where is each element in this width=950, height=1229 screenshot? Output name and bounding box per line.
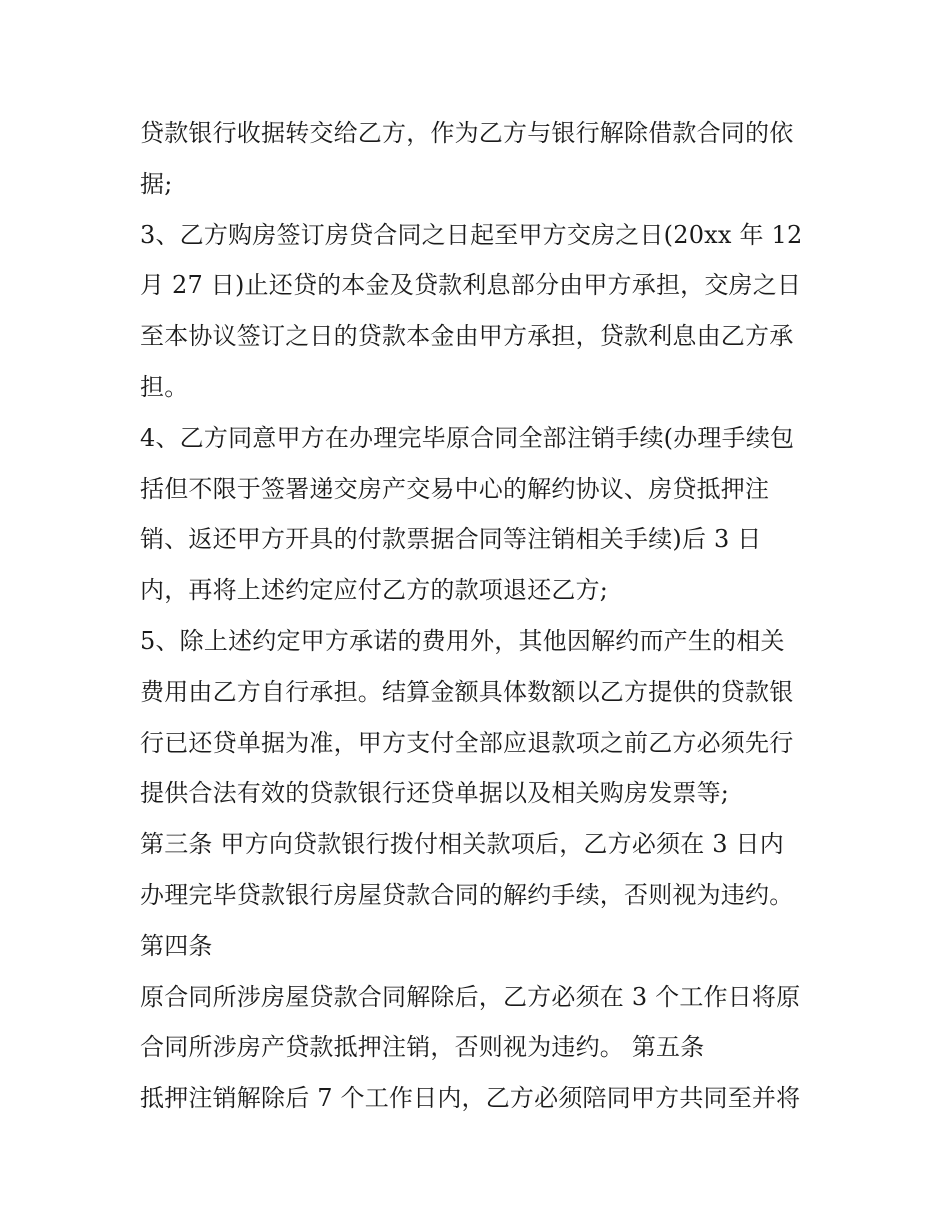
text-line: 行已还贷单据为准，甲方支付全部应退款项之前乙方必须先行 (140, 728, 794, 757)
text-line: 4、乙方同意甲方在办理完毕原合同全部注销手续(办理手续包 (140, 423, 795, 452)
text-line: 办理完毕贷款银行房屋贷款合同的解约手续，否则视为违约。 (140, 880, 794, 909)
section-heading: 第四条 (140, 931, 213, 960)
text-line: 内，再将上述约定应付乙方的款项退还乙方; (140, 576, 609, 605)
text-line: 贷款银行收据转交给乙方，作为乙方与银行解除借款合同的依 (140, 119, 794, 147)
text-line: 据; (140, 169, 173, 198)
text-line: 3、乙方购房签订房贷合同之日起至甲方交房之日(20xx 年 12 (140, 220, 803, 249)
text-line: 5、除上述约定甲方承诺的费用外，其他因解约而产生的相关 (140, 626, 785, 655)
text-line: 月 27 日)止还贷的本金及贷款利息部分由甲方承担，交房之日 (140, 271, 802, 300)
text-line: 合同所涉房产贷款抵押注销，否则视为违约。 第五条 (140, 1033, 705, 1062)
text-line: 抵押注销解除后 7 个工作日内，乙方必须陪同甲方共同至并将 (140, 1084, 801, 1113)
text-line: 括但不限于签署递交房产交易中心的解约协议、房贷抵押注 (140, 474, 770, 503)
text-line: 提供合法有效的贷款银行还贷单据以及相关购房发票等; (140, 779, 730, 808)
text-line: 原合同所涉房屋贷款合同解除后，乙方必须在 3 个工作日将原 (140, 982, 801, 1011)
text-line: 费用由乙方自行承担。结算金额具体数额以乙方提供的贷款银 (140, 677, 794, 706)
text-line: 销、返还甲方开具的付款票据合同等注销相关手续)后 3 日 (140, 525, 762, 554)
text-line: 担。 (140, 372, 189, 401)
text-line: 至本协议签订之日的贷款本金由甲方承担，贷款利息由乙方承 (140, 322, 794, 351)
document-body (140, 108, 830, 1124)
text-line: 第三条 甲方向贷款银行拨付相关款项后，乙方必须在 3 日内 (140, 830, 784, 859)
